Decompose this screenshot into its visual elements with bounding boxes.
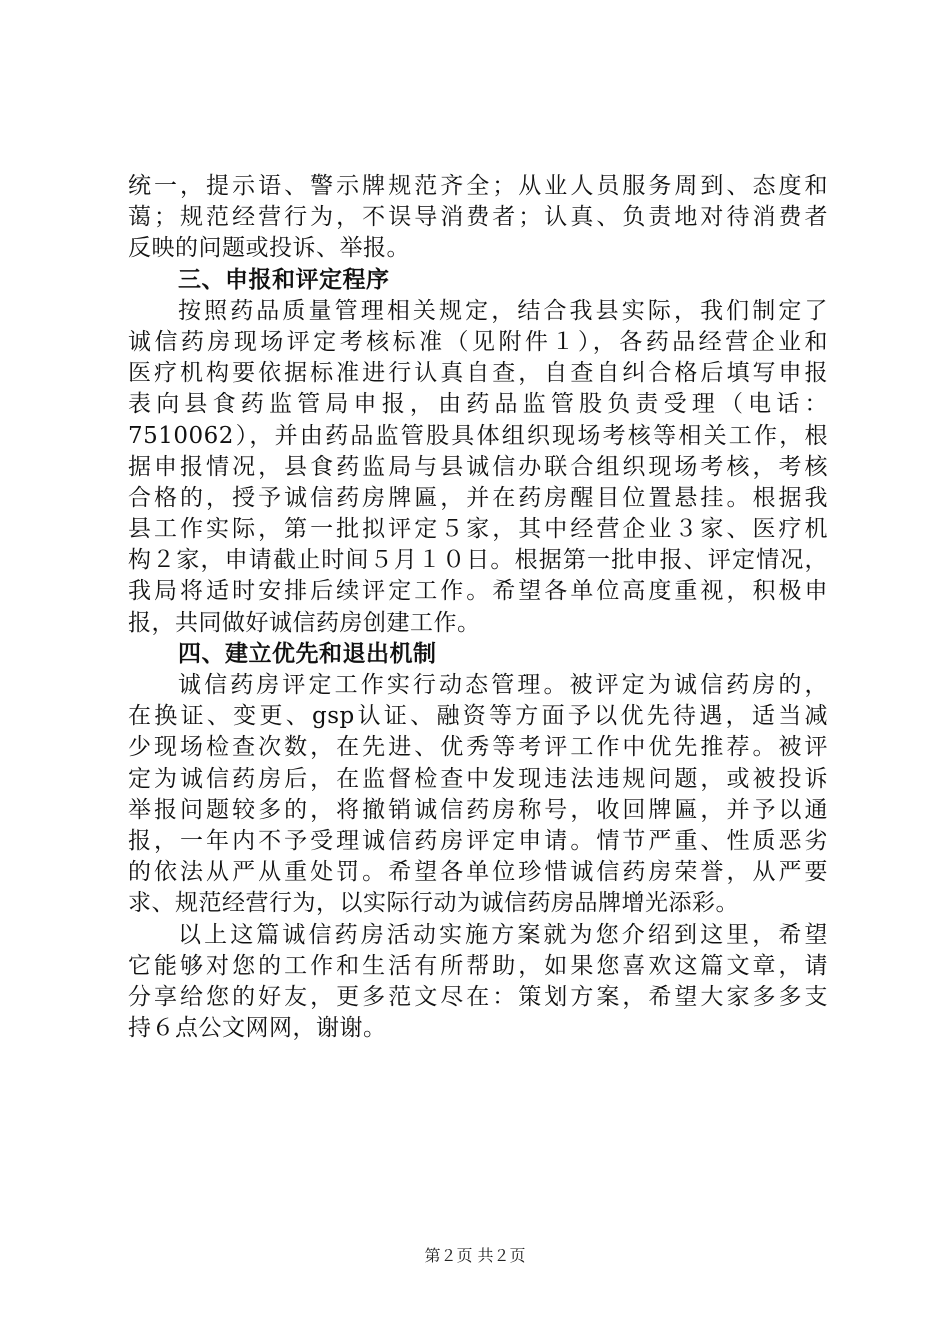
text-line: 定为诚信药房后，在监督检查中发现违法违规问题，或被投诉	[128, 765, 828, 792]
text-line: 报，共同做好诚信药房创建工作。	[128, 609, 481, 636]
text-line: 报，一年内不予受理诚信药房评定申请。情节严重、性质恶劣	[128, 827, 828, 854]
text-line: 7510062），并由药品监管股具体组织现场考核等相关工作，根	[128, 422, 828, 449]
paragraph-application-procedure	[128, 296, 828, 639]
text-line: 我局将适时安排后续评定工作。希望各单位高度重视，积极申	[128, 578, 828, 605]
text-line: 以上这篇诚信药房活动实施方案就为您介绍到这里，希望	[178, 921, 828, 948]
section-heading-4: 四、建立优先和退出机制	[178, 640, 437, 667]
text-line: 据申报情况，县食药监局与县诚信办联合组织现场考核，考核	[128, 453, 828, 480]
section-heading-3: 三、申报和评定程序	[178, 266, 390, 293]
text-line: 持６点公文网网，谢谢。	[128, 1015, 387, 1042]
text-line: 它能够对您的工作和生活有所帮助，如果您喜欢这篇文章，请	[128, 952, 828, 979]
text-line: 医疗机构要依据标准进行认真自查，自查自纠合格后填写申报	[128, 360, 828, 387]
text-line: 少现场检查次数，在先进、优秀等考评工作中优先推荐。被评	[128, 734, 828, 761]
paragraph-priority-exit-mechanism	[128, 670, 828, 920]
text-line: 的依法从严从重处罚。希望各单位珍惜诚信药房荣誉，从严要	[128, 859, 828, 886]
text-line: 在换证、变更、gsp认证、融资等方面予以优先待遇，适当减	[128, 703, 828, 730]
text-line: 举报问题较多的，将撤销诚信药房称号，收回牌匾，并予以通	[128, 796, 828, 823]
page-number-footer: 第２页 共２页	[424, 1246, 526, 1265]
text-line: 诚信药房现场评定考核标准（见附件１），各药品经营企业和	[128, 328, 828, 355]
text-line: 构２家，申请截止时间５月１０日。根据第一批申报、评定情况，	[128, 547, 828, 574]
text-line: 蔼；规范经营行为，不误导消费者；认真、负责地对待消费者	[128, 204, 828, 231]
text-line: 诚信药房评定工作实行动态管理。被评定为诚信药房的，	[178, 672, 828, 698]
paragraph-continuation	[128, 171, 828, 265]
text-line: 求、规范经营行为，以实际行动为诚信药房品牌增光添彩。	[128, 890, 739, 917]
text-line: 表向县食药监管局申报，由药品监管股负责受理（电话：	[128, 391, 828, 418]
text-line: 县工作实际，第一批拟评定５家，其中经营企业３家、医疗机	[128, 516, 828, 543]
text-line: 按照药品质量管理相关规定，结合我县实际，我们制定了	[178, 297, 828, 324]
paragraph-closing	[128, 920, 828, 1045]
document-body	[128, 171, 828, 1044]
text-line: 反映的问题或投诉、举报。	[128, 235, 410, 262]
text-line: 合格的，授予诚信药房牌匾，并在药房醒目位置悬挂。根据我	[128, 484, 828, 511]
text-line: 统一，提示语、警示牌规范齐全；从业人员服务周到、态度和	[128, 173, 828, 199]
text-line: 分享给您的好友，更多范文尽在：策划方案，希望大家多多支	[128, 983, 828, 1010]
